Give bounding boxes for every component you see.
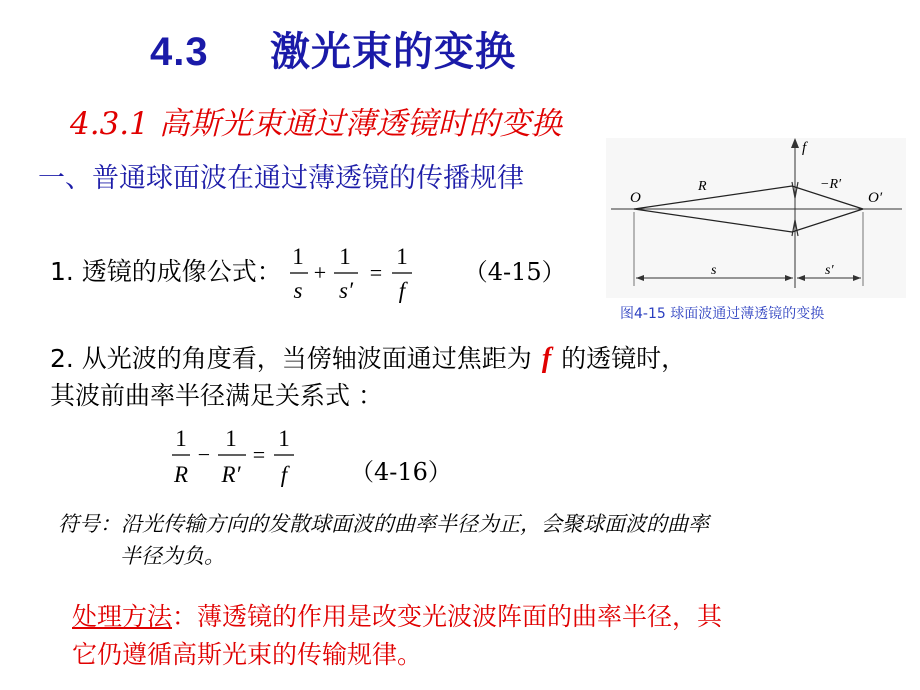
method-label: 处理方法 <box>72 602 173 631</box>
item2-line2: 其波前曲率半径满足关系式 ： <box>50 381 383 410</box>
focal-length-symbol: f <box>541 343 552 374</box>
section-number: 4.3 <box>150 30 209 74</box>
label-neg-R-prime: −R′ <box>820 177 842 192</box>
eq416-frac2-den: R′ <box>221 462 241 487</box>
section-title: 激光束的变换 <box>270 29 516 75</box>
frac2-num: 1 <box>339 244 351 269</box>
frac3-den: f <box>398 278 405 303</box>
op-equals: = <box>369 260 382 285</box>
method-paragraph <box>72 598 722 674</box>
eq416-op-minus: − <box>197 442 211 467</box>
label-s-prime: s′ <box>825 263 834 278</box>
note-line2: 半径为负。 <box>120 544 225 568</box>
ray-lower <box>634 209 863 232</box>
page-title <box>150 20 516 77</box>
label-O: O <box>630 190 641 206</box>
frac1-den: s <box>293 278 303 303</box>
lens-axis-arrow <box>791 138 799 148</box>
eq-number-416: （4-16） <box>350 458 452 486</box>
item2-line1b: 的透镜时， <box>561 344 687 373</box>
eq416-frac1-num: 1 <box>175 426 187 451</box>
section-heading: 一、普通球面波在通过薄透镜的传播规律 <box>38 163 524 194</box>
lens-formula-equation <box>290 240 440 306</box>
item2-line1a: 2. 从光波的角度看，当傍轴波面通过焦距为 <box>50 344 532 373</box>
label-R: R <box>698 179 707 194</box>
thin-lens-diagram <box>606 138 906 298</box>
frac3-num: 1 <box>396 244 408 269</box>
eq416-frac1-den: R <box>173 462 189 487</box>
method-line1: ：薄透镜的作用是改变光波波阵面的曲率半径，其 <box>172 602 723 631</box>
frac2-den: s′ <box>338 278 353 303</box>
eq416-frac2-num: 1 <box>225 426 237 451</box>
item1-label: 1. 透镜的成像公式： <box>50 257 282 286</box>
item-lens-formula <box>50 240 566 306</box>
eq416-op-equals: = <box>252 442 266 467</box>
label-O-prime: O′ <box>868 190 883 206</box>
note-line1: 符号：沿光传输方向的发散球面波的曲率半径为正，会聚球面波的曲率 <box>58 512 709 536</box>
label-f: f <box>802 140 807 156</box>
eq-number-415: （4-15） <box>463 258 566 286</box>
label-s: s <box>711 263 717 278</box>
eq416-frac3-num: 1 <box>278 426 290 451</box>
item-wave-view <box>50 340 686 414</box>
curvature-equation <box>168 424 308 494</box>
thin-lens-figure <box>606 138 906 298</box>
op-plus: + <box>313 260 326 285</box>
sign-convention-note <box>58 508 709 572</box>
eq416-frac3-den: f <box>280 462 288 487</box>
frac1-num: 1 <box>292 244 304 269</box>
method-line2: 它仍遵循高斯光束的传输规律。 <box>72 640 423 669</box>
subsection-title: 4.3.1 高斯光束通过薄透镜时的变换 <box>70 106 562 142</box>
figure-caption: 图4-15 球面波通过薄透镜的变换 <box>620 306 825 322</box>
